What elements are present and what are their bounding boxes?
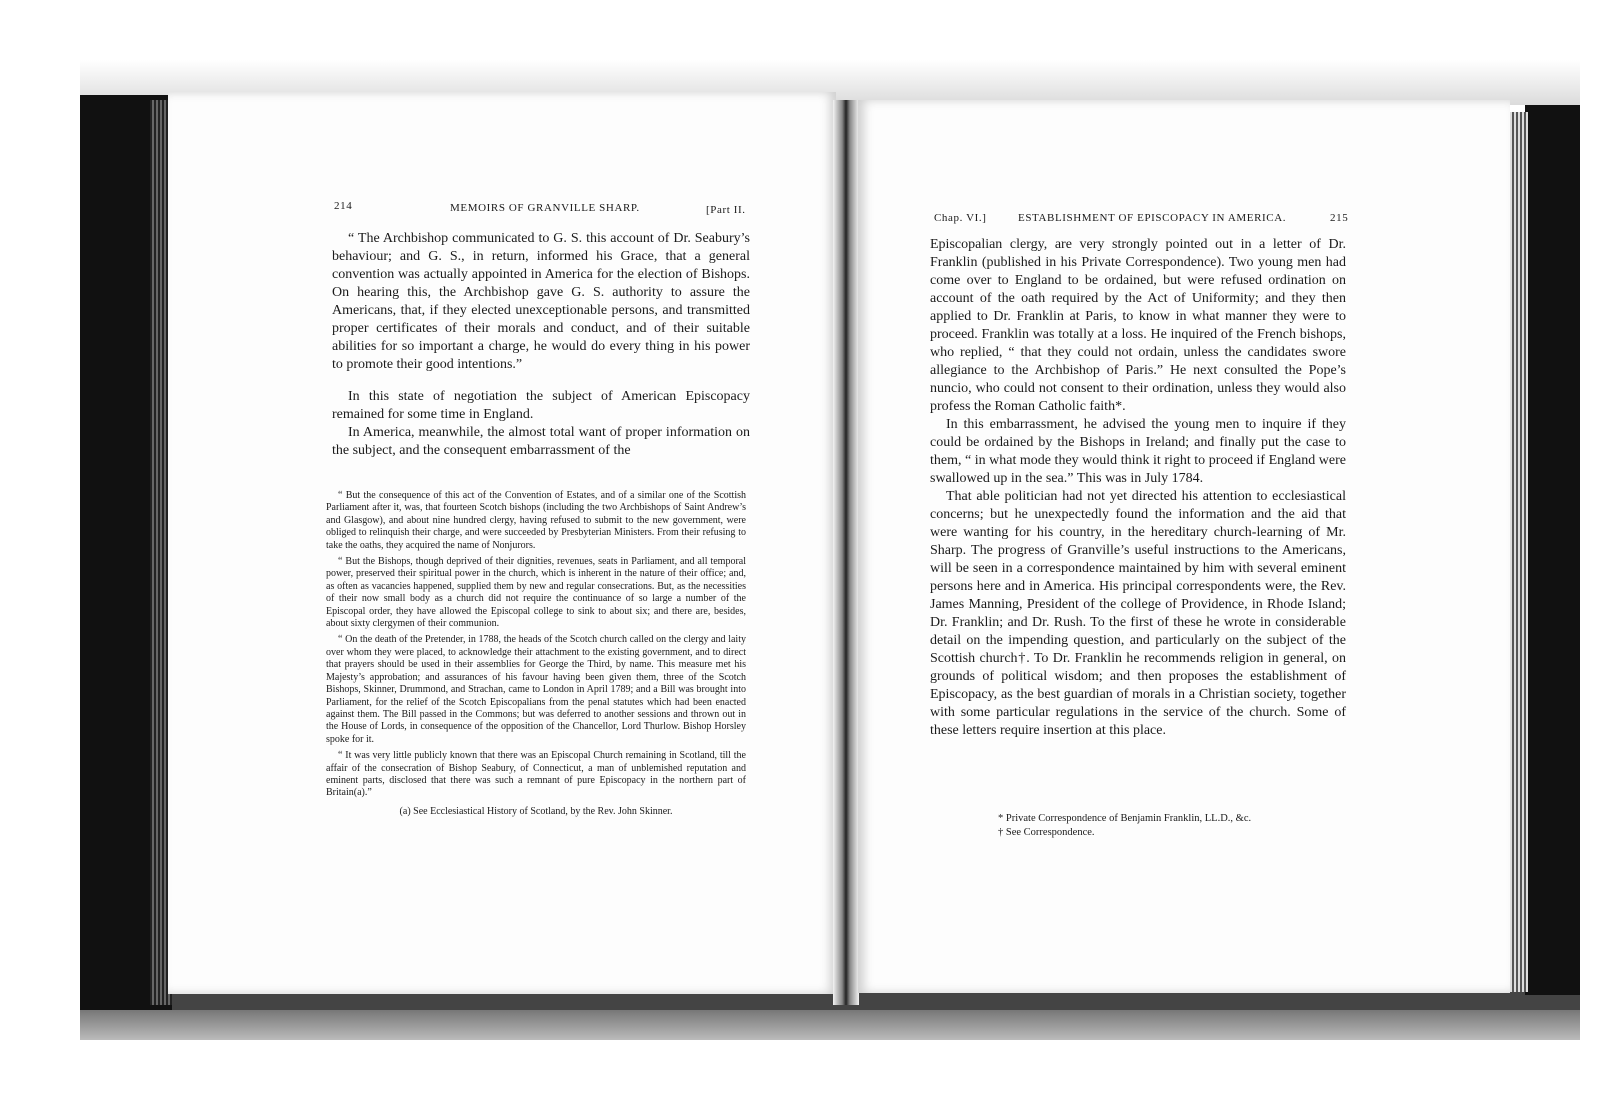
paragraph: “ The Archbishop communicated to G. S. this account of Dr. Seabury’s behaviour; and G. S., in return, informed his Grace, that a general convention was actually appointed in America for the election of Bishops. On hearing this, the Archbishop gave G. S. authority to assure the Americans, that, if they elected unexceptionable persons, and transmitted proper certificates of their morals and conduct, and of their suitable abilities for so important a charge, he would do every thing in his power to promote their good intentions.” xyxy=(332,231,750,372)
book-gutter xyxy=(833,100,859,1005)
footnote: * Private Correspondence of Benjamin Franklin, LL.D., &c. xyxy=(998,813,1252,824)
right-body-text xyxy=(930,236,1346,740)
footnote: † See Correspondence. xyxy=(998,827,1095,838)
part-label: [Part II. xyxy=(706,204,746,216)
footnote-reference: (a) See Ecclesiastical History of Scotland, by the Rev. John Skinner. xyxy=(399,805,673,817)
chapter-label: Chap. VI.] xyxy=(934,212,987,224)
paragraph: In America, meanwhile, the almost total want of proper information on the subject, and the consequent embarrassment of the xyxy=(332,425,750,458)
paragraph: In this state of negotiation the subject of American Episcopacy remained for some time in England. xyxy=(332,389,750,422)
right-footnotes xyxy=(998,812,1338,840)
book-binding-right xyxy=(1525,105,1580,995)
page-number-left: 214 xyxy=(334,200,353,212)
paragraph: In this embarrassment, he advised the young men to inquire if they could be ordained by the Bishops in Ireland; and finally put the case to them, “ in what mode they would think it right to proceed if England were swallowed up in the sea.” This was in July 1784. xyxy=(930,417,1346,486)
left-page xyxy=(168,92,836,994)
page-edges-right xyxy=(1508,112,1528,992)
running-head-left: MEMOIRS OF GRANVILLE SHARP. xyxy=(450,202,640,214)
right-page xyxy=(858,100,1510,993)
page-number-right: 215 xyxy=(1330,212,1349,224)
footnote: “ It was very little publicly known that there was an Episcopal Church remaining in Scotland, till the affair of the consecration of Bishop Seabury, of Connecticut, a man of unblemished reputation and eminent parts, disclosed that there was such a remnant of pure Episcopacy in the northern part of Britain(a).” xyxy=(326,750,746,799)
left-footnotes xyxy=(326,490,746,822)
footnote: “ But the consequence of this act of the Convention of Estates, and of a similar one of the Scottish Parliament after it, was, that fourteen Scotch bishops (including the two Archbishops of Saint Andrew’s and Glasgow), and about nine hundred clergy, having refused to submit to the new government, were obliged to relinquish their charge, and were succeeded by Presbyterian Ministers. From their refusing to take the oaths, they acquired the name of Nonjurors. xyxy=(326,490,746,551)
paragraph: Episcopalian clergy, are very strongly pointed out in a letter of Dr. Franklin (published in his Private Correspondence). Two young men had come over to England to be ordained, but were refused ordination on account of the oath required by the Act of Uniformity; and they then applied to Dr. Franklin at Paris, to know in what manner they were to proceed. Franklin was totally at a loss. He inquired of the French bishops, who replied, “ that they could not ordain, unless the candidates swore allegiance to the Archbishop of Paris.” He next consulted the Pope’s nuncio, who could not consent to their ordination, unless they would also profess the Roman Catholic faith*. xyxy=(930,237,1346,414)
footnote: “ On the death of the Pretender, in 1788, the heads of the Scotch church called on the clergy and laity over whom they were placed, to acknowledge their attachment to the existing government, and to direct that prayers should be used in their assemblies for George the Third, by name. This measure met his Majesty’s approbation; and assurances of his favour having been given them, three of the Scotch Bishops, Skinner, Drummond, and Strachan, came to London in April 1789; and a Bill was brought into Parliament, for the relief of the Scotch Episcopalians from the penal statutes which had been enacted against them. The Bill passed in the Commons; but was deferred to another sessions and thrown out in the House of Lords, in consequence of the opposition of the Chancellor, Lord Thurlow. Bishop Horsley spoke for it. xyxy=(326,634,746,745)
footnote: “ But the Bishops, though deprived of their dignities, revenues, seats in Parliament, and all temporal power, preserved their spiritual power in the church, which is inherent in the nature of their office; and, as often as vacancies happened, supplied them by new and regular consecrations. But, as the necessities of their now small body as a church did not require the continuance of so large a number of the Episcopal order, they have allowed the Episcopal college to sink to about six; and there are, besides, about sixty clergymen of their communion. xyxy=(326,556,746,630)
scan-shadow-bottom-edge xyxy=(80,1010,1580,1040)
left-body-text xyxy=(332,230,750,460)
running-head-right: ESTABLISHMENT OF EPISCOPACY IN AMERICA. xyxy=(1018,212,1287,224)
paragraph: That able politician had not yet directed his attention to ecclesiastical concerns; but he unexpectedly found the information and the aid that were wanting for his country, in the hereditary church-learning of Mr. Sharp. The progress of Granville’s useful instructions to the Americans, will be seen in a correspondence maintained by him with several eminent persons here and in America. His principal correspondents were, the Rev. James Manning, President of the college of Providence, in Rhode Island; Dr. Franklin; and Dr. Rush. To the first of these he wrote in considerable detail on the impending question, and particularly on the subject of the Scottish church†. To Dr. Franklin he recommends religion in general, on grounds of political wisdom; and then proposes the establishment of Episcopacy, as the best guardian of morals in a Christian society, together with some particular regulations in the service of the church. Some of these letters require insertion at this place. xyxy=(930,489,1346,738)
